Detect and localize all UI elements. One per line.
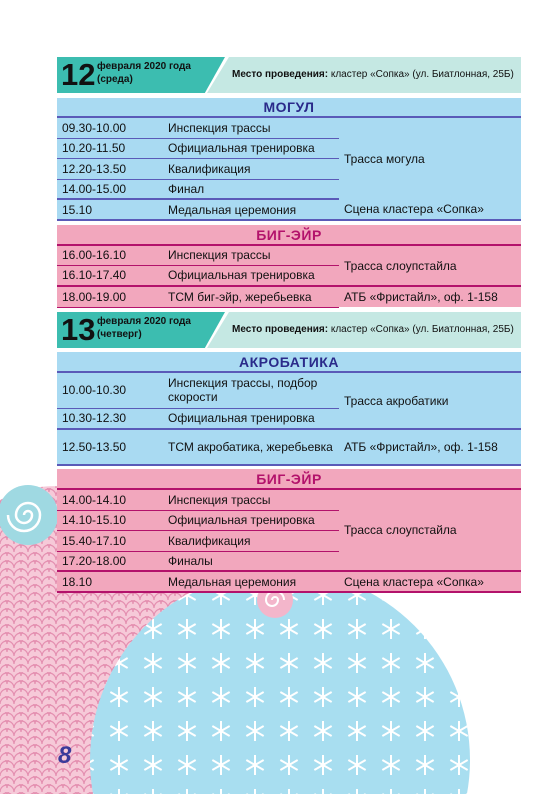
row-event: Инспекция трассы [163,245,339,265]
venue-value: кластер «Сопка» (ул. Биатлонная, 25Б) [330,324,514,335]
row-time: 14.10-15.10 [57,510,163,530]
row-event: Официальная тренировка [163,510,339,530]
section-title: БИГ-ЭЙР [57,225,521,245]
row-event: ТСМ биг-эйр, жеребьевка [163,286,339,307]
table-row [57,199,521,220]
row-event: ТСМ акробатика, жеребьевка [163,429,339,465]
section-title: МОГУЛ [57,98,521,117]
row-place: АТБ «Фристайл», оф. 1-158 [339,429,521,465]
day-number: 13 [61,312,96,347]
row-place: АТБ «Фристайл», оф. 1-158 [339,286,521,307]
table-row [57,372,521,408]
table-row [57,286,521,307]
row-event: Инспекция трассы, подбор скорости [163,372,339,408]
row-event: Официальная тренировка [163,265,339,286]
row-time: 18.00-19.00 [57,286,163,307]
row-time: 16.10-17.40 [57,265,163,286]
row-place: Трасса слоупстайла [339,489,521,571]
date-month-year: февраля 2020 года [97,316,191,327]
row-time: 09.30-10.00 [57,117,163,138]
row-place: Сцена кластера «Сопка» [339,199,521,220]
date-weekday: (четверг) [97,329,142,340]
row-place: Сцена кластера «Сопка» [339,571,521,592]
table-row [57,489,521,510]
row-event: Медальная церемония [163,571,339,592]
section-title: АКРОБАТИКА [57,352,521,372]
date-month-year: февраля 2020 года [97,61,191,72]
row-time: 16.00-16.10 [57,245,163,265]
row-time: 10.30-12.30 [57,408,163,429]
row-event: Официальная тренировка [163,138,339,158]
row-time: 14.00-15.00 [57,179,163,199]
table-row [57,117,521,138]
row-event: Квалификация [163,158,339,179]
section-title: БИГ-ЭЙР [57,469,521,489]
row-event: Инспекция трассы [163,117,339,138]
venue [232,57,514,93]
swirl-icon [0,485,58,545]
schedule-table-bigair-2 [57,469,521,593]
venue-value: кластер «Сопка» (ул. Биатлонная, 25Б) [330,69,514,80]
row-time: 10.00-10.30 [57,372,163,408]
row-time: 18.10 [57,571,163,592]
page-number: 8 [58,742,72,769]
row-event: Квалификация [163,530,339,551]
schedule-table-bigair-1 [57,225,521,308]
row-place: Трасса акробатики [339,372,521,429]
date-info [97,60,191,86]
row-event: Финалы [163,551,339,571]
schedule-table-mogul [57,98,521,221]
table-row [57,429,521,465]
row-place: Трасса слоупстайла [339,245,521,286]
venue-label: Место проведения: [232,324,329,335]
venue-label: Место проведения: [232,69,329,80]
row-place: Трасса могула [339,117,521,199]
row-time: 15.40-17.10 [57,530,163,551]
date-info [97,315,191,341]
row-event: Инспекция трассы [163,489,339,510]
row-time: 10.20-11.50 [57,138,163,158]
row-time: 14.00-14.10 [57,489,163,510]
row-event: Официальная тренировка [163,408,339,429]
day-number: 12 [61,57,96,92]
row-time: 12.20-13.50 [57,158,163,179]
table-row [57,245,521,265]
row-event: Медальная церемония [163,199,339,220]
row-time: 12.50-13.50 [57,429,163,465]
day-header-12 [57,57,521,93]
venue [232,312,514,348]
row-event: Финал [163,179,339,199]
table-row [57,571,521,592]
day-header-13 [57,312,521,348]
row-time: 17.20-18.00 [57,551,163,571]
row-time: 15.10 [57,199,163,220]
schedule-table-aerials [57,352,521,466]
date-weekday: (среда) [97,74,133,85]
